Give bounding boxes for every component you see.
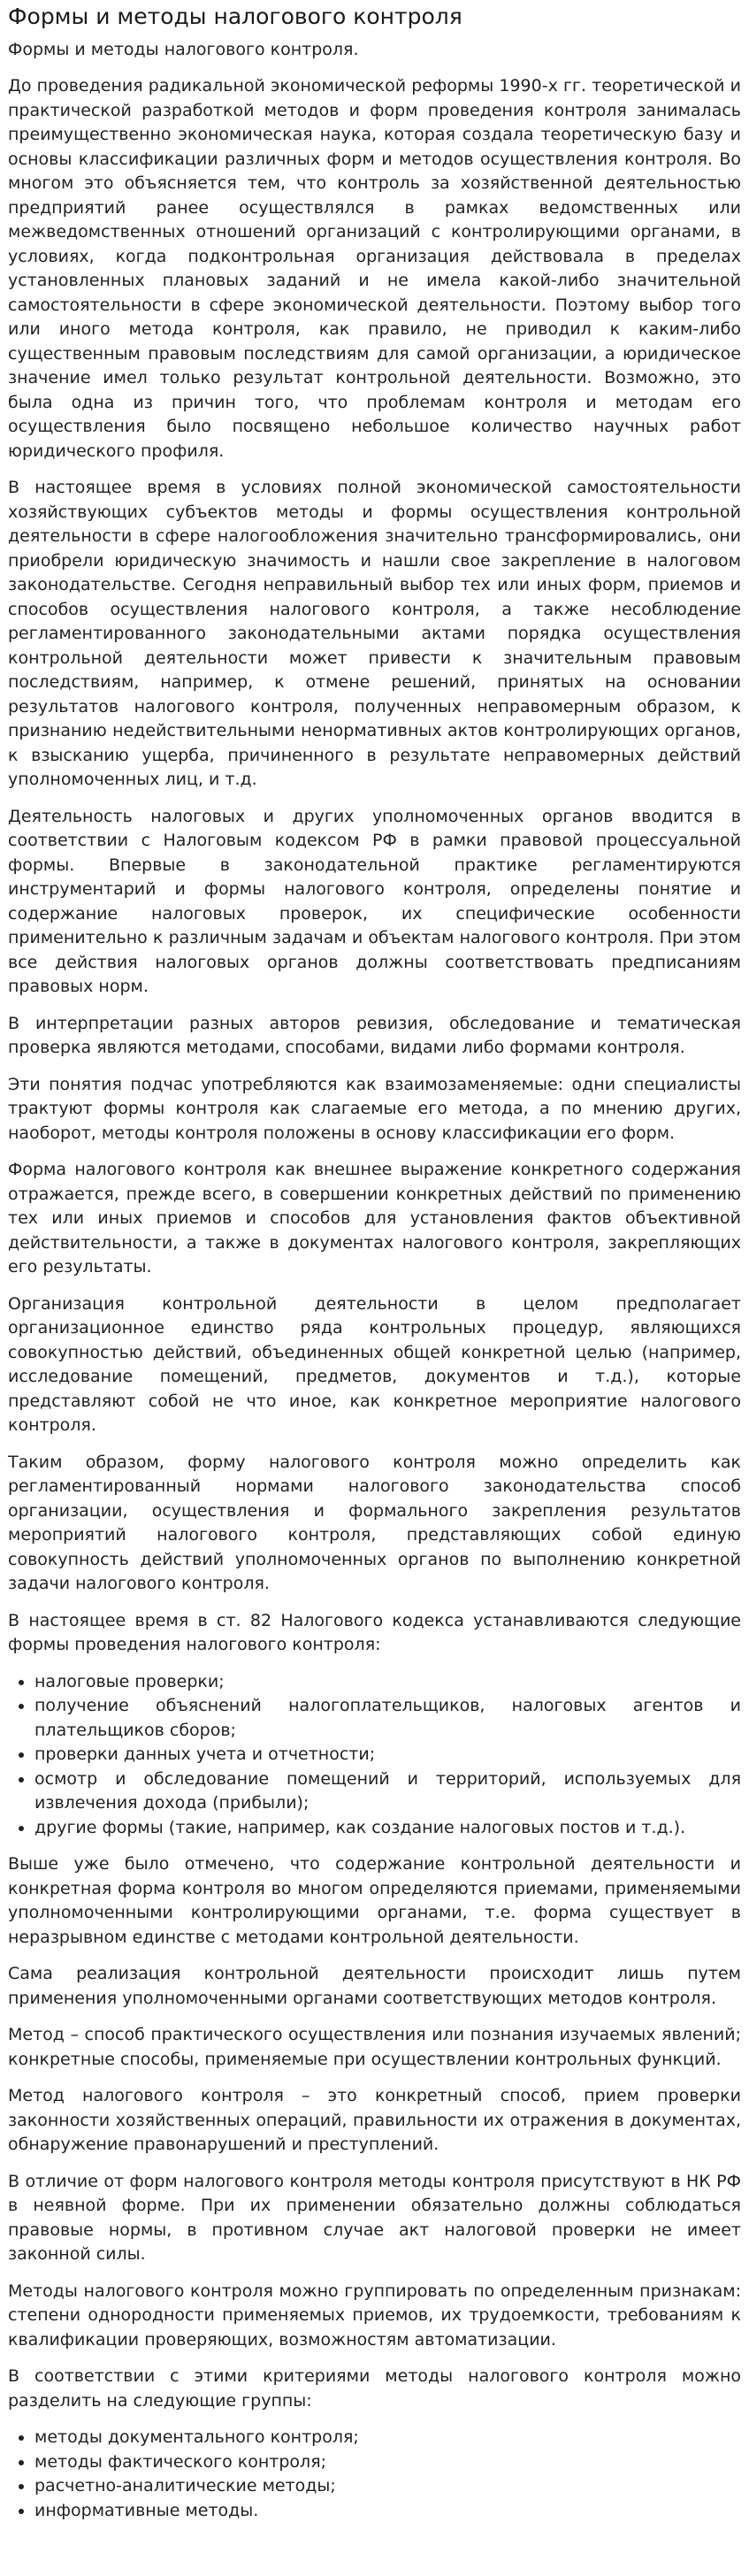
paragraph-11: Сама реализация контрольной деятельности происходит лишь путем применения уполномоченными органами соответствующих методов контроля. xyxy=(8,1964,741,2008)
paragraph-1: До проведения радикальной экономической реформы 1990-х гг. теоретической и практической разработкой методов и форм проведения контроля занималась преимущественно экономическая наука, которая создала теоретическую базу и основы классификации различных форм и методов осуществления контроля. Во многом это объясняется тем, что контроль за хозяйственной деятельностью предприятий ранее осуществлялся в рамках ведомственных или межведомственных отношений организаций с контролирующими органами, в условиях, когда подконтрольная организация действовала в пределах установленных плановых заданий и не имела какой-либо значительной самостоятельности в сфере экономической деятельности. Поэтому выбор того или иного метода контроля, как правило, не приводил к каким-либо существенным правовым последствиям для самой организации, а юридическое значение имел только результат контрольной деятельности. Возможно, это была одна из причин того, что проблемам контроля и методам его осуществления было посвящено небольшое количество научных работ юридического профиля. xyxy=(8,76,741,461)
list-item: • методы фактического контроля; xyxy=(34,2450,741,2475)
paragraph-14: В отличие от форм налогового контроля методы контроля присутствуют в НК РФ в неявной форме. При их применении обязательно должны соблюдаться правовые нормы, в противном случае акт налоговой проверки не имеет законной силы. xyxy=(8,2171,741,2264)
paragraph-4: В интерпретации разных авторов ревизия, обследование и тематическая проверка являются методами, способами, видами либо формами контроля. xyxy=(8,1013,741,1057)
paragraph-16: В соответствии с этими критериями методы налогового контроля можно разделить на следующие группы: xyxy=(8,2366,741,2411)
list-item: • осмотр и обследование помещений и территорий, используемых для извлечения дохода (прибыли); xyxy=(34,1767,741,1816)
paragraph-5: Эти понятия подчас употребляются как взаимозаменяемые: одни специалисты трактуют формы контроля как слагаемые его метода, а по мнению других, наоборот, методы контроля положены в основу классификации его форм. xyxy=(8,1074,741,1143)
paragraph-15: Методы налогового контроля можно группировать по определенным признакам: степени однородности применяемых приемов, их трудоемкости, требованиям к квалификации проверяющих, возможностям автоматизации. xyxy=(8,2281,741,2350)
list-item: • расчетно-аналитические методы; xyxy=(34,2474,741,2499)
control-forms-list xyxy=(8,1670,741,1841)
control-methods-list xyxy=(8,2426,741,2523)
paragraph-3: Деятельность налоговых и других уполномоченных органов вводится в соответствии с Налоговым кодексом РФ в рамки правовой процессуальной формы. Впервые в законодательной практике регламентируются инструментарий и формы налогового контроля, определены понятие и содержание налоговых проверок, их специфические особенности применительно к различным задачам и объектам налогового контроля. При этом все действия налоговых органов должны соответствовать предписаниям правовых норм. xyxy=(8,806,741,996)
list-item: • налоговые проверки; xyxy=(34,1670,741,1695)
paragraph-13: Метод налогового контроля – это конкретный способ, прием проверки законности хозяйственных операций, правильности их отражения в документах, обнаружение правонарушений и преступлений. xyxy=(8,2086,741,2154)
paragraph-7: Организация контрольной деятельности в целом предполагает организационное единство ряда контрольных процедур, являющихся совокупностью действий, объединенных общей конкретной целью (например, исследование помещений, предметов, документов и т.д.), которые представляют собой не что иное, как конкретное мероприятие налогового контроля. xyxy=(8,1293,741,1435)
paragraph-12: Метод – способ практического осуществления или познания изучаемых явлений; конкретные способы, применяемые при осуществлении контрольных функций. xyxy=(8,2025,741,2069)
paragraph-9: В настоящее время в ст. 82 Налогового кодекса устанавливаются следующие формы проведения налогового контроля: xyxy=(8,1610,741,1654)
list-item: • информативные методы. xyxy=(34,2499,741,2524)
paragraph-6: Форма налогового контроля как внешнее выражение конкретного содержания отражается, прежде всего, в совершении конкретных действий по применению тех или иных приемов и способов для установления фактов объективной действительности, а также в документах налогового контроля, закрепляющих его результаты. xyxy=(8,1160,741,1276)
article-subtitle: Формы и методы налогового контроля. xyxy=(8,40,359,59)
list-item: • другие формы (такие, например, как создание налоговых постов и т.д.). xyxy=(34,1816,741,1841)
paragraph-2: В настоящее время в условиях полной экономической самостоятельности хозяйствующих субъектов методы и формы осуществления контрольной деятельности в сфере налогообложения значительно трансформировались, они приобрели юридическую значимость и нашли свое закрепление в налоговом законодательстве. Сегодня неправильный выбор тех или иных форм, приемов и способов осуществления налогового контроля, а также несоблюдение регламентированного законодательными актами порядка осуществления контрольной деятельности может привести к значительным правовым последствиям, например, к отмене решений, принятых на основании результатов налогового контроля, полученных неправомерным образом, к признанию недействительными ненормативных актов контролирующих органов, к взысканию ущерба, причиненного в результате неправомерных действий уполномоченных лиц, и т.д. xyxy=(8,478,741,789)
list-item: • проверки данных учета и отчетности; xyxy=(34,1743,741,1767)
list-item: • получение объяснений налогоплательщиков, налоговых агентов и плательщиков сборов; xyxy=(34,1694,741,1743)
page-title: Формы и методы налогового контроля xyxy=(8,4,462,29)
list-item: • методы документального контроля; xyxy=(34,2426,741,2450)
paragraph-8: Таким образом, форму налогового контроля можно определить как регламентированный нормами налогового законодательства способ организации, осуществления и формального закрепления результатов мероприятий налогового контроля, представляющих собой единую совокупность действий уполномоченных органов по выполнению конкретной задачи налогового контроля. xyxy=(8,1452,741,1593)
paragraph-10: Выше уже было отмечено, что содержание контрольной деятельности и конкретная форма контроля во многом определяются приемами, применяемыми уполномоченными контролирующими органами, т.е. форма существует в неразрывном единстве с методами контрольной деятельности. xyxy=(8,1854,741,1947)
